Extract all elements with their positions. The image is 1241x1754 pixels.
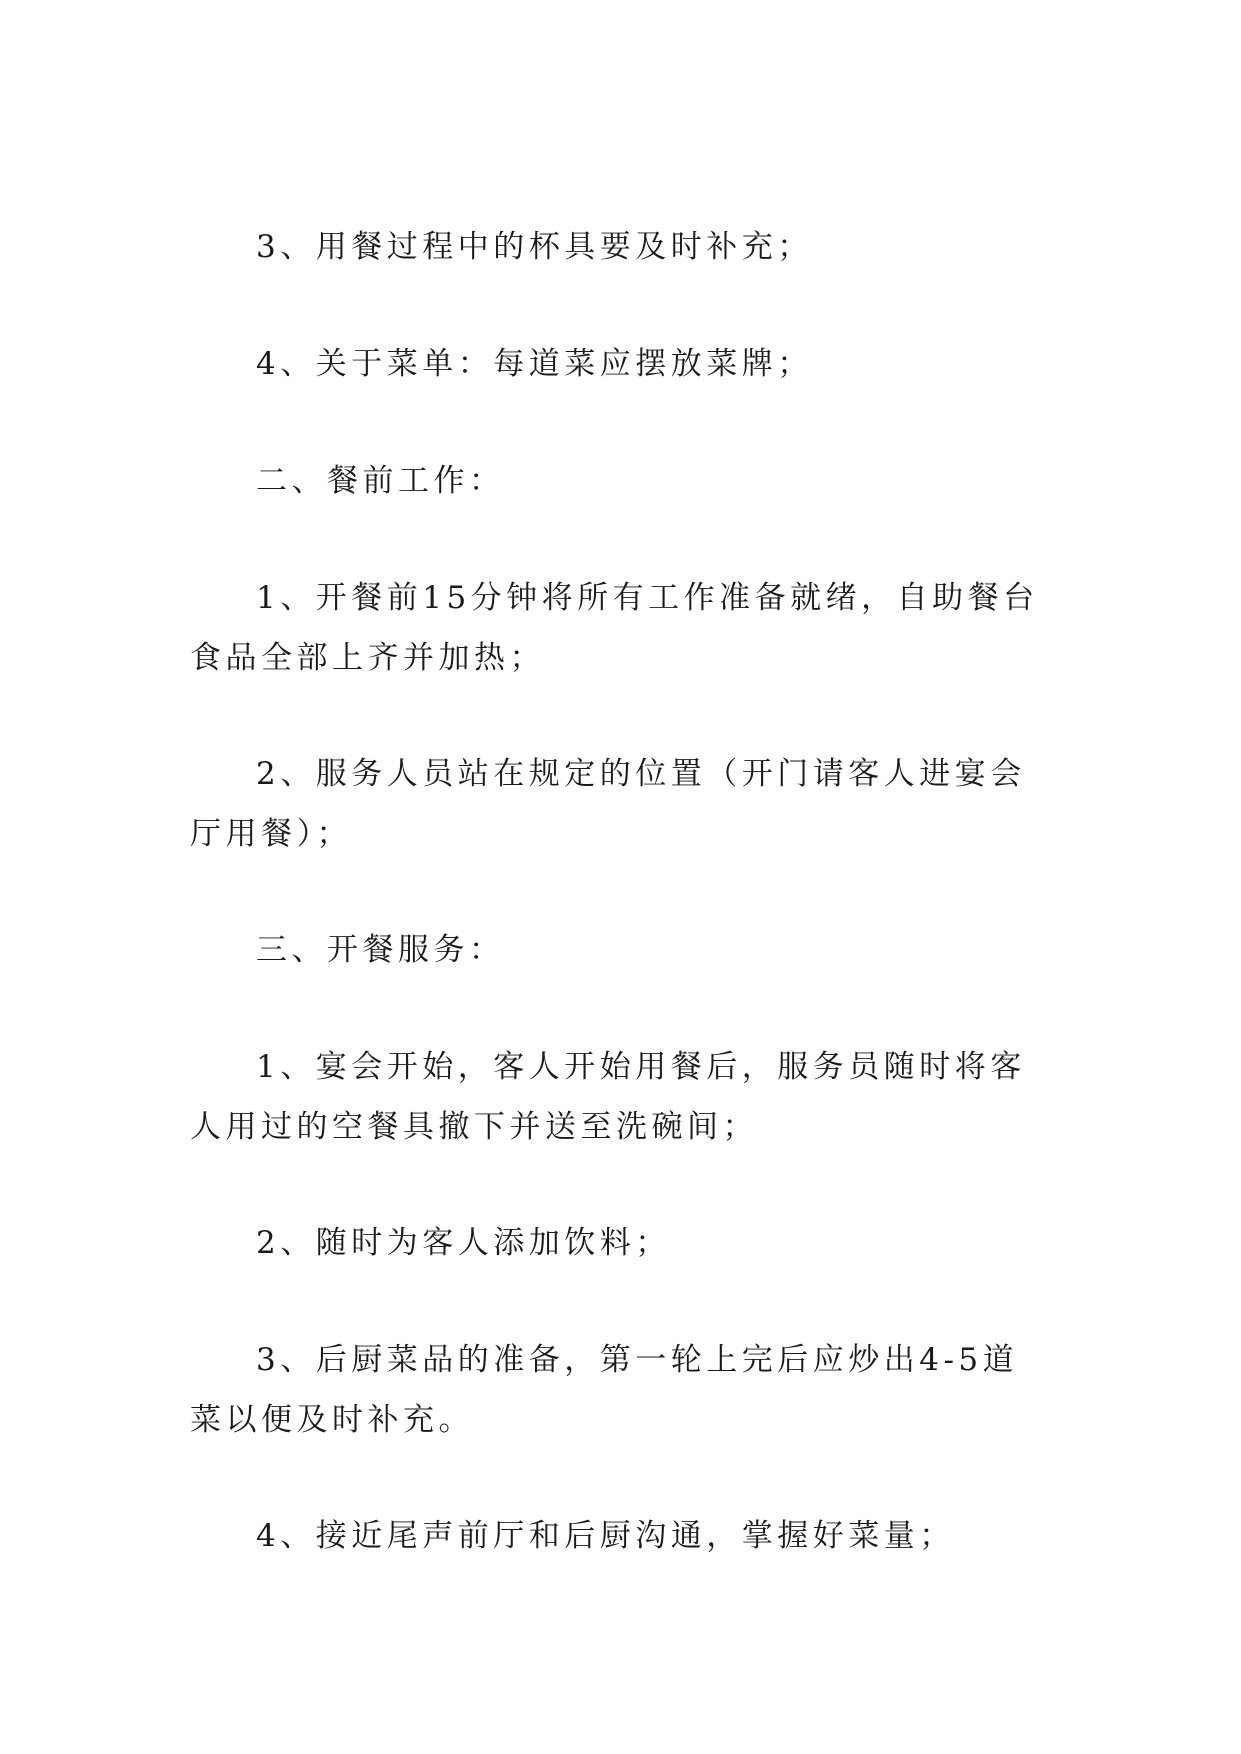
paragraph-item-4-menu: 4、关于菜单：每道菜应摆放菜牌；	[256, 346, 813, 382]
paragraph-item-4-communication: 4、接近尾声前厅和后厨沟通，掌握好菜量；	[256, 1518, 955, 1554]
section-heading-service: 三、开餐服务：	[256, 932, 505, 968]
paragraph-item-1-clear-dishes: 1、宴会开始，客人开始用餐后，服务员随时将客人用过的空餐具撤下并送至洗碗间；	[190, 1049, 1026, 1145]
paragraph-item-1-preparation: 1、开餐前15分钟将所有工作准备就绪，自助餐台食品全部上齐并加热；	[190, 580, 1039, 676]
paragraph-item-2-staff-position: 2、服务人员站在规定的位置（开门请客人进宴会厅用餐）；	[190, 756, 1026, 852]
paragraph-item-3-cups: 3、用餐过程中的杯具要及时补充；	[256, 229, 813, 265]
paragraph-item-2-drinks: 2、随时为客人添加饮料；	[256, 1225, 671, 1261]
paragraph-item-3-kitchen: 3、后厨菜品的准备，第一轮上完后应炒出4-5道菜以便及时补充。	[190, 1342, 1019, 1438]
section-heading-pre-meal: 二、餐前工作：	[256, 463, 505, 499]
